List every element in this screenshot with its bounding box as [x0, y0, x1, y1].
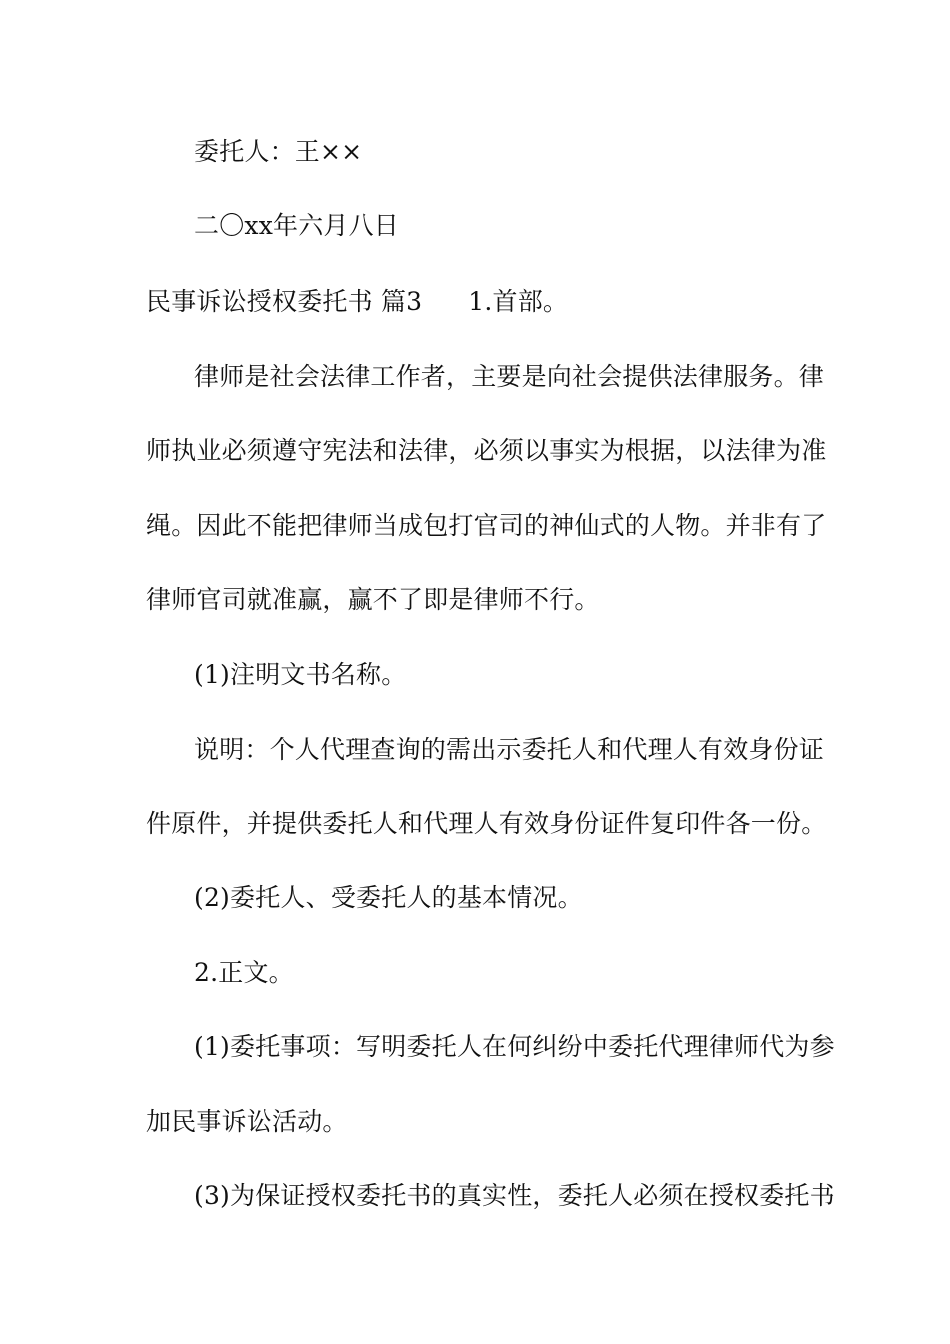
list-item: (2)委托人、受委托人的基本情况。	[194, 883, 583, 912]
paragraph-line: (1)委托事项：写明委托人在何纠纷中委托代理律师代为参	[194, 1032, 835, 1061]
paragraph-line: 师执业必须遵守宪法和法律，必须以事实为根据，以法律为准	[146, 436, 827, 465]
paragraph-line: 说明：个人代理查询的需出示委托人和代理人有效身份证	[194, 735, 825, 764]
paragraph-line: (3)为保证授权委托书的真实性，委托人必须在授权委托书	[194, 1181, 835, 1210]
paragraph-line: 绳。因此不能把律师当成包打官司的神仙式的人物。并非有了	[146, 511, 827, 540]
signature-date: 二〇xx年六月八日	[194, 211, 399, 240]
paragraph-line: 件原件，并提供委托人和代理人有效身份证件复印件各一份。	[146, 809, 827, 838]
first-item-heading: 1.首部。	[468, 287, 569, 316]
paragraph-line: 律师官司就准赢，赢不了即是律师不行。	[146, 585, 600, 614]
list-item: (1)注明文书名称。	[194, 660, 407, 689]
section-subheading: 2.正文。	[194, 958, 294, 987]
section-title: 民事诉讼授权委托书 篇3	[146, 287, 423, 316]
paragraph-line: 律师是社会法律工作者，主要是向社会提供法律服务。律	[194, 362, 825, 391]
section-heading	[146, 287, 806, 317]
principal-signature: 委托人：王××	[194, 137, 363, 166]
paragraph-line: 加民事诉讼活动。	[146, 1107, 348, 1136]
